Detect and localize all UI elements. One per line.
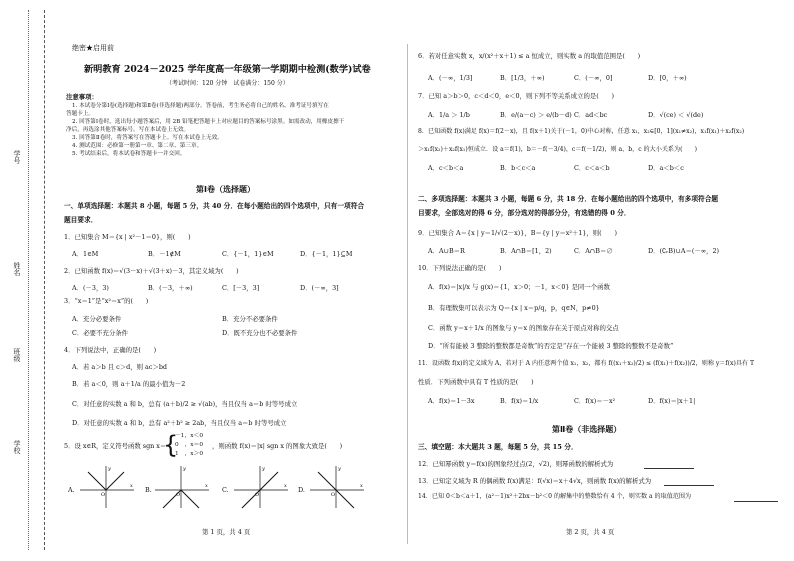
note-line-2: 答题卡上。 <box>66 111 94 117</box>
q3-option-d: D．既不充分也不必要条件 <box>222 329 298 337</box>
q5-graph-c-label: C. <box>222 486 229 494</box>
q6-option-d: D．[0，＋∞) <box>648 74 687 82</box>
svg-text:x: x <box>130 483 133 489</box>
svg-text:x: x <box>205 483 208 489</box>
q4-option-d: D．对任意的实数 a 和 b，总有 a²＋b² ≥ 2ab，当且仅当 a＝b 时等号成立 <box>72 419 287 427</box>
question-1: 1．已知集合 M＝{x | x²－1＝0}，则( ) <box>64 233 191 241</box>
q11-option-c: C．f(x)＝－x² <box>574 397 616 405</box>
binding-label-school: 学校 <box>13 440 21 454</box>
q5-case-3: 1 ，x＞0 <box>175 451 204 457</box>
q6-option-c: C．(－∞，0] <box>574 74 613 82</box>
page-2-footer: 第 2 页，共 4 页 <box>566 528 615 536</box>
single-choice-heading-2: 题目要求． <box>64 216 98 224</box>
q5-graph-d <box>308 464 366 510</box>
svg-text:y: y <box>183 466 186 472</box>
q11-option-d: D．f(x)＝|x＋1| <box>648 397 696 405</box>
svg-text:x: x <box>284 483 287 489</box>
question-7: 7．已知 a＞b＞0，c＜d＜0，e＜0，则下列不等关系成立的是( ) <box>418 92 615 100</box>
q8-option-a: A．c＜b＜a <box>428 164 464 172</box>
q11-option-a: A．f(x)＝1－3x <box>428 397 475 405</box>
note-line-3: 2. 回答第Ⅰ卷时，选出每小题答案后，用 2B 铅笔把答题卡上对应题目的答案标号涂黑。如需改动，用橡皮擦干 <box>72 119 345 125</box>
q1-option-b: B．－1∉M <box>148 250 181 258</box>
q8-option-c: C．c＜a＜b <box>574 164 610 172</box>
question-13: 13．已知定义域为 R 的偶函数 f(x)满足：f(√x)＝x＋4√x，则函数 f(x)的解析式为 <box>418 477 652 485</box>
q6-option-a: A．(－∞，1/3] <box>428 74 473 82</box>
section-1-title: 第Ⅰ卷（选择题） <box>196 185 255 194</box>
binding-line <box>28 10 29 550</box>
note-line-1: 1. 本试卷分第Ⅰ卷(选择题)和第Ⅱ卷(非选择题)两部分。答卷前，考生务必将自己的姓名、准考证号填写在 <box>72 103 329 109</box>
confidential-mark: 绝密★启用前 <box>72 44 114 52</box>
svg-text:y: y <box>262 466 265 472</box>
svg-text:y: y <box>338 466 341 472</box>
section-2-title: 第Ⅱ卷（非选择题） <box>552 425 622 434</box>
question-8-line-1: 8．已知函数 f(x)满足 f(x)＝f(2－x)，且 f(x＋1)关于(－1，0)中心对称，任意 x₁，x₂∈[0，1](x₁≠x₂)，x₁f(x₁)＋x₂f(x₂) <box>418 128 745 135</box>
q10-option-a: A．f(x)＝|x|/x 与 g(x)＝{1，x＞0；－1，x＜0} 是同一个函数 <box>428 283 610 291</box>
q9-option-c: C．A∩B＝∅ <box>574 247 613 255</box>
question-10: 10．下列说法正确的是( ) <box>418 264 502 272</box>
q2-option-c: C．[－3，3] <box>222 284 260 292</box>
q4-option-c: C．对任意的实数 a 和 b，总有 (a＋b)/2 ≥ √(ab)，当且仅当 a＝b 时等号成立 <box>72 400 298 408</box>
note-line-7: 5. 考试结束后，将本试卷和答题卡一并交回。 <box>72 151 186 157</box>
q5-graph-c <box>232 464 290 510</box>
q9-option-a: A．A∪B＝R <box>428 247 465 255</box>
q14-answer-blank[interactable] <box>734 501 778 502</box>
q5-graph-b-label: B. <box>145 486 152 494</box>
question-8-line-2: ＞x₁f(x₂)＋x₂f(x₁)恒成立．设 a＝f(1)，b＝－f(－3/4)，c＝f(－1/2)，则 a，b，c 的大小关系为( ) <box>418 146 698 153</box>
q5-brace: { <box>163 431 179 459</box>
q5-case-2: 0 ，x＝0 <box>175 442 204 448</box>
binding-line-2 <box>44 10 45 550</box>
page-divider <box>407 44 408 544</box>
q1-option-a: A．1∈M <box>72 250 99 258</box>
q10-option-d: D．“所有能被 3 整除的整数都是奇数”的否定是“存在一个能被 3 整除的整数不是奇数” <box>428 342 674 350</box>
q4-option-b: B．若 a＜0，则 a＋1/a 的最小值为－2 <box>72 380 186 388</box>
q2-option-b: B．(－3，＋∞) <box>148 284 193 292</box>
binding-label-class: 班级 <box>13 348 21 362</box>
question-5: 5．设 x∈R，定义符号函数 sgn x＝ <box>64 442 167 450</box>
question-9: 9．已知集合 A＝{x | y＝1/√(2－x)}，B＝{y | y＝x²＋1}，则( ) <box>418 229 617 237</box>
q5-case-1: －1，x＜0 <box>175 433 204 439</box>
svg-text:O: O <box>255 492 260 498</box>
multi-choice-heading-2: 目要求，全部选对的得 6 分，部分选对的得部分分，有选错的得 0 分． <box>418 209 631 217</box>
single-choice-heading: 一、单项选择题：本题共 8 小题，每题 5 分，共 40 分．在每小题给出的四个选项中，只有一项符合 <box>64 202 365 210</box>
q5-graph-d-label: D. <box>298 486 305 494</box>
binding-label-id: 学号 <box>13 150 21 164</box>
notes-heading: 注意事项： <box>66 93 98 101</box>
q4-option-a: A．若 a＞b 且 c＞d，则 ac＞bd <box>72 363 168 371</box>
svg-text:O: O <box>101 492 106 498</box>
question-2: 2．已知函数 f(x)＝√(3－x)＋√(3＋x)－3，其定义域为( ) <box>64 267 239 275</box>
q3-option-b: B．充分不必要条件 <box>222 315 278 323</box>
svg-text:y: y <box>108 466 111 472</box>
svg-text:O: O <box>176 492 181 498</box>
note-line-6: 4. 测试范围：必修第一册第一章、第二章、第三章。 <box>72 143 203 149</box>
question-12: 12．已知幂函数 y＝f(x)的图象经过点(2，√2)，则幂函数的解析式为 <box>418 460 614 468</box>
question-4: 4．下列说法中，正确的是( ) <box>64 346 157 354</box>
q10-option-c: C．函数 y＝x＋1/x 的图象与 y＝x 的图象存在关于原点对称的交点 <box>428 324 619 332</box>
q6-option-b: B．[1/3，＋∞) <box>500 74 545 82</box>
q11-option-b: B．f(x)＝1/x <box>500 397 539 405</box>
question-5-tail: ，则函数 f(x)＝|x| sgn x 的图象大致是( ) <box>212 442 343 450</box>
q3-option-a: A．充分必要条件 <box>72 315 122 323</box>
svg-text:x: x <box>360 483 363 489</box>
q7-option-a: A．1/a ＞ 1/b <box>428 111 470 119</box>
page-1-footer: 第 1 页，共 4 页 <box>202 528 251 536</box>
q7-option-c: C．ad＜bc <box>574 111 608 119</box>
question-6: 6．若对任意实数 x，x/(x²＋x＋1) ≤ a 恒成立，则实数 a 的取值范围是( ) <box>418 52 641 60</box>
exam-info: （考试时间：120 分钟 试卷满分：150 分） <box>166 80 289 87</box>
q5-graph-a <box>78 464 136 510</box>
q5-graph-b <box>153 464 211 510</box>
q3-option-c: C．必要不充分条件 <box>72 329 129 337</box>
q7-option-d: D．√(ce) ＜ √(de) <box>648 111 704 119</box>
q9-option-d: D．(∁ᵣB)∪A＝(－∞，2) <box>648 247 719 255</box>
q10-option-b: B．有理数集可以表示为 Q＝{x | x＝p/q，p，q∈N，p≠0} <box>428 304 600 312</box>
exam-title: 新明教育 2024－2025 学年度高一年级第一学期期中检测(数学)试卷 <box>84 64 371 75</box>
question-11-line-2: 性质．下列函数中具有 T 性质的是( ) <box>418 378 534 386</box>
question-14: 14．已知 0＜b＜a＋1，(a²－1)x²＋2bx－b²＜0 的解集中的整数恰有 4 个，则实数 a 的取值范围为 <box>418 493 692 500</box>
fill-in-heading: 三、填空题：本大题共 3 题，每题 5 分，共 15 分． <box>418 443 578 451</box>
q2-option-a: A．(－3，3) <box>72 284 109 292</box>
q8-option-d: D．a＜b＜c <box>648 164 684 172</box>
q9-option-b: B．A∩B＝[1，2) <box>500 247 552 255</box>
q13-answer-blank[interactable] <box>664 485 714 486</box>
q7-option-b: B．e/(a－c) ＞ e/(b－d) <box>500 111 572 119</box>
q2-option-d: D．(－∞，3] <box>300 284 339 292</box>
q5-graph-a-label: A. <box>68 486 75 494</box>
question-3: 3．“x＝1”是“x²＝x”的( ) <box>64 297 149 305</box>
note-line-4: 净后，再选涂其他答案标号。写在本试卷上无效。 <box>66 127 190 133</box>
svg-text:O: O <box>331 492 336 498</box>
multi-choice-heading: 二、多项选择题：本题共 3 小题，每题 6 分，共 18 分．在每小题给出的四个选项中，有多项符合题 <box>418 195 719 203</box>
q12-answer-blank[interactable] <box>644 468 694 469</box>
q8-option-b: B．b＜c＜a <box>500 164 536 172</box>
binding-label-name: 姓名 <box>13 262 21 276</box>
q1-option-d: D．{－1，1}⊆M <box>300 250 353 258</box>
q1-option-c: C．{－1，1}∈M <box>222 250 274 258</box>
question-11-line-1: 11．设函数 f(x)的定义域为 A，若对于 A 内任意两个值 x₁，x₂，都有 f((x₁＋x₂)/2) ≤ (f(x₁)＋f(x₂))/2，则称 y＝f(x)具有 T <box>418 360 755 367</box>
note-line-5: 3. 回答第Ⅱ卷时，将答案写在答题卡上。写在本试卷上无效。 <box>72 135 223 141</box>
